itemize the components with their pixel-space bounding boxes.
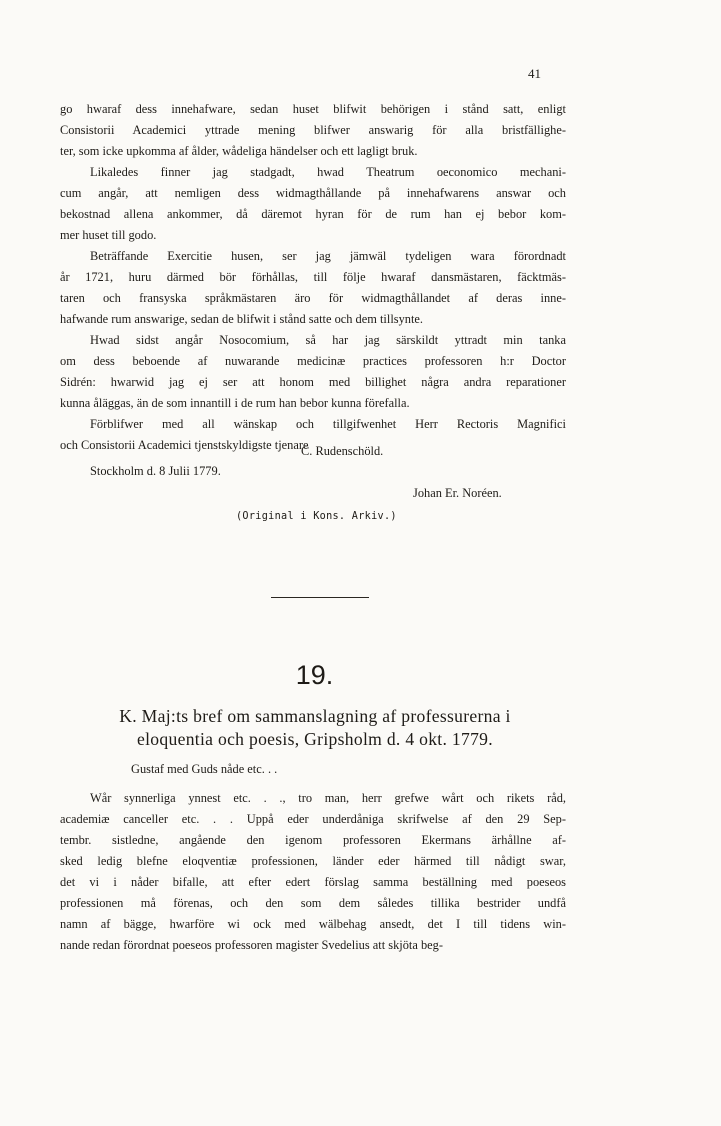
text-line: sked ledig blefne eloqventiæ professionen, länder eder härmed till nådigt swar,: [60, 854, 566, 868]
text-line: Hwad sidst angår Nosocomium, så har jag särskildt yttradt min tanka: [90, 333, 566, 347]
page-number: 41: [528, 66, 541, 81]
text-line: mer huset till godo.: [60, 228, 157, 242]
text-line: ter, som icke upkomma af ålder, wådeliga händelser och ett lagligt bruk.: [60, 144, 418, 158]
text-line: Consistorii Academici yttrade mening blifwer answarig för alla bristfällighe-: [60, 123, 566, 137]
title-line: eloquentia och poesis, Gripsholm d. 4 okt. 1779.: [137, 729, 493, 749]
place-date: Stockholm d. 8 Julii 1779.: [90, 464, 221, 478]
section-divider: [271, 597, 369, 598]
title-line: K. Maj:ts bref om sammanslagning af professurerna i: [119, 706, 511, 726]
text-line: Sidrén: hwarwid jag ej ser att honom med billighet några andra reparationer: [60, 375, 566, 389]
text-line: bekostnad allena ankommer, då däremot hyran för de rum han ej bebor kom-: [60, 207, 566, 221]
text-line: Likaledes finner jag stadgadt, hwad Theatrum oeconomico mechani-: [90, 165, 566, 179]
paragraph: [60, 246, 566, 330]
document-number: 19.: [295, 660, 334, 690]
document-title: [60, 705, 570, 751]
letter-body: [60, 99, 566, 456]
text-line: nande redan förordnat poeseos professoren magister Svedelius att skjöta beg-: [60, 938, 443, 952]
text-line: kunna åläggas, än de som innantill i de rum han bebor kunna förefalla.: [60, 396, 410, 410]
text-line: Wår synnerliga ynnest etc. . ., tro man, herr grefwe wårt och rikets råd,: [90, 791, 566, 805]
text-line: taren och fransyska språkmästaren äro för widmagthållandet af deras inne-: [60, 291, 566, 305]
text-line: om dess beboende af nuwarande medicinæ practices professoren h:r Doctor: [60, 354, 566, 368]
countersignature: Johan Er. Noréen.: [413, 486, 502, 500]
text-line: academiæ canceller etc. . . Uppå eder underdåniga skrifwelse af den 29 Sep-: [60, 812, 566, 826]
signature: C. Rudenschöld.: [301, 444, 384, 458]
text-line: tembr. sistledne, angående den igenom professoren Ekermans ärhållne af-: [60, 833, 566, 847]
text-line: Förblifwer med all wänskap och tillgifwenhet Herr Rectoris Magnifici: [90, 417, 566, 431]
text-line: hafwande rum answarige, sedan de blifwit i stånd satte och dem tillsynte.: [60, 312, 424, 326]
source-note: (Original i Kons. Arkiv.): [236, 511, 397, 522]
letter-body: [60, 788, 566, 956]
text-line: go hwaraf dess innehafware, sedan huset blifwit behörigen i stånd satt, enligt: [60, 102, 566, 116]
paragraph: [60, 162, 566, 246]
paragraph: [60, 330, 566, 414]
text-line: professionen må förenas, och den som dem således tillika bestrider undfå: [60, 896, 566, 910]
text-line: namn af bägge, hwarföre wi ock med wälbehag ansedt, det I till tidens win-: [60, 917, 566, 931]
paragraph: [60, 788, 566, 956]
text-line: och Consistorii Academici tjenstskyldigste tjenare: [60, 438, 309, 452]
text-line: Beträffande Exercitie husen, ser jag jämwäl tydeligen wara förordnadt: [90, 249, 566, 263]
greeting: Gustaf med Guds nåde etc. . .: [131, 762, 278, 776]
text-line: cum angår, att nemligen dess widmagthållande på innehafwarens answar och: [60, 186, 566, 200]
paragraph: [60, 99, 566, 162]
text-line: det vi i nåder bifalle, att efter edert förslag samma beställning med poeseos: [60, 875, 566, 889]
text-line: år 1721, huru därmed bör förhållas, till följe hwaraf dansmästaren, fäcktmäs-: [60, 270, 566, 284]
